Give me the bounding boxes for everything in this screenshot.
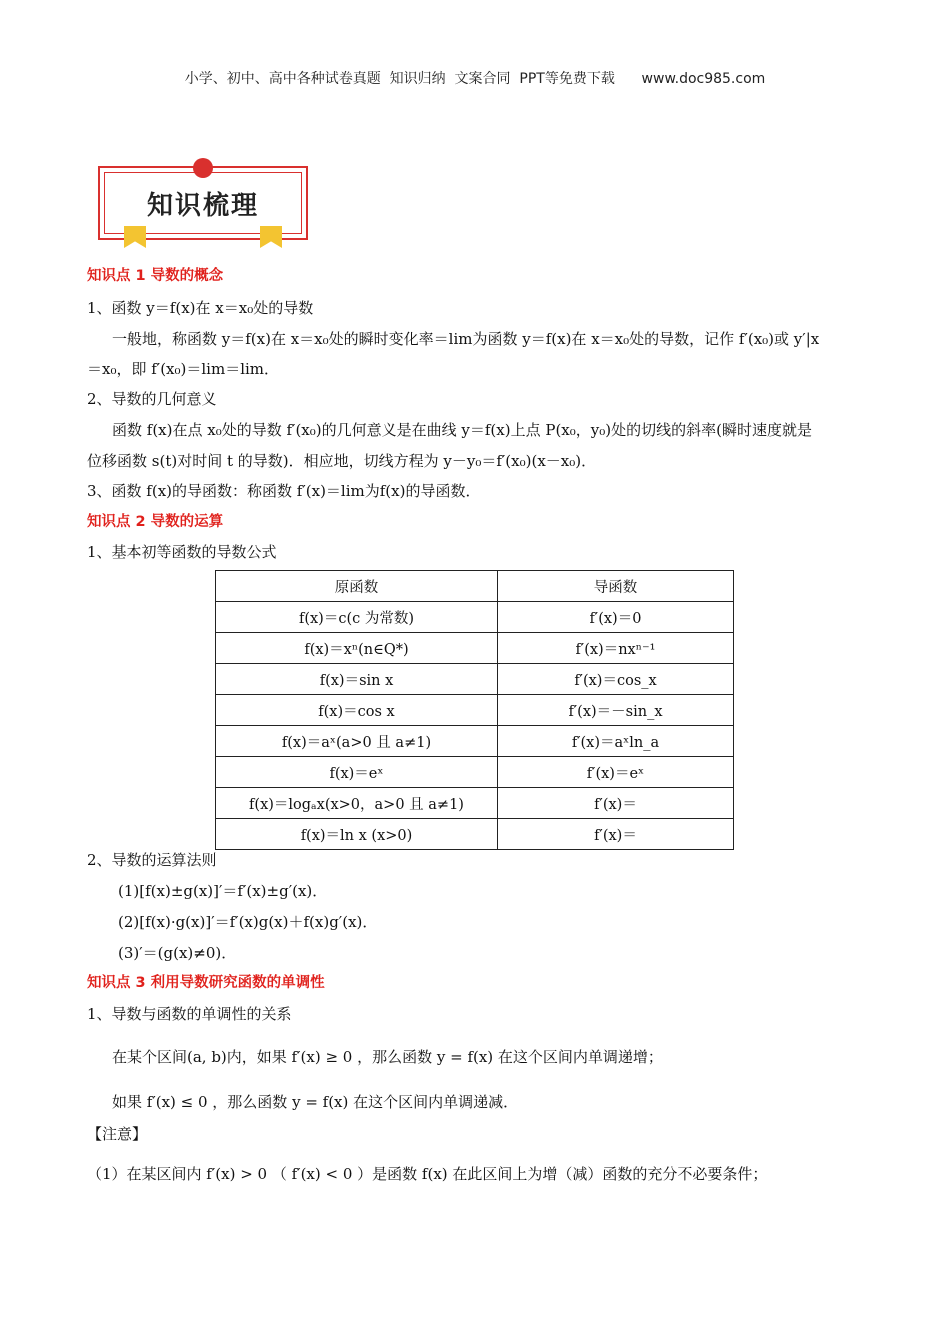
table-cell: f′(x)＝aˣln_a — [498, 726, 734, 757]
table-cell: f(x)＝xⁿ(n∈Q*) — [216, 633, 498, 664]
line-4: 2、导数的几何意义 — [87, 390, 217, 408]
table-row — [216, 726, 734, 757]
table-row — [216, 602, 734, 633]
line-17: （1）在某区间内 f′(x) > 0 （ f′(x) < 0 ）是函数 f(x) 在此区间上为增（减）函数的充分不必要条件； — [87, 1165, 768, 1183]
table-row — [216, 695, 734, 726]
line-13: 1、导数与函数的单调性的关系 — [87, 1005, 292, 1023]
table-header-cell: 原函数 — [216, 571, 498, 602]
badge-pin-icon — [193, 158, 213, 178]
line-11: (2)[f(x)·g(x)]′＝f′(x)g(x)＋f(x)g′(x)． — [118, 913, 378, 931]
line-1: 1、函数 y＝f(x)在 x＝x₀处的导数 — [87, 299, 314, 317]
line-6: 位移函数 s(t)对时间 t 的导数)．相应地，切线方程为 y－y₀＝f′(x₀)(x－x₀)． — [87, 452, 597, 470]
table-cell: f′(x)＝ — [498, 788, 734, 819]
table-cell: f(x)＝sin x — [216, 664, 498, 695]
line-12: (3)′＝(g(x)≠0)． — [118, 944, 237, 962]
table-cell: f(x)＝eˣ — [216, 757, 498, 788]
line-8: 1、基本初等函数的导数公式 — [87, 543, 277, 561]
section-badge — [98, 158, 310, 250]
table-row — [216, 819, 734, 850]
line-10: (1)[f(x)±g(x)]′＝f′(x)±g′(x)． — [118, 882, 328, 900]
table-cell: f(x)＝ln x (x>0) — [216, 819, 498, 850]
table-cell: f′(x)＝－sin_x — [498, 695, 734, 726]
header-text: 小学、初中、高中各种试卷真题 知识归纳 文案合同 PPT等免费下载 — [184, 71, 615, 87]
line-15: 如果 f′(x) ≤ 0 ，那么函数 y = f(x) 在这个区间内单调递减． — [112, 1093, 519, 1111]
line-5: 函数 f(x)在点 x₀处的导数 f′(x₀)的几何意义是在曲线 y＝f(x)上点 P(x₀，y₀)处的切线的斜率(瞬时速度就是 — [112, 421, 812, 439]
line-2: 一般地，称函数 y＝f(x)在 x＝x₀处的瞬时变化率＝lim为函数 y＝f(x)在 x＝x₀处的导数，记作 f′(x₀)或 y′|x — [112, 330, 820, 348]
line-14: 在某个区间(a, b)内，如果 f′(x) ≥ 0 ，那么函数 y = f(x) 在这个区间内单调递增； — [112, 1048, 663, 1066]
badge-title: 知识梳理 — [104, 172, 302, 234]
section-heading-3: 知识点 3 利用导数研究函数的单调性 — [87, 975, 325, 991]
ribbon-right-icon — [260, 226, 282, 248]
header-site: www.doc985.com — [641, 71, 766, 87]
table-row — [216, 757, 734, 788]
table-row — [216, 633, 734, 664]
derivative-table — [215, 570, 734, 850]
table-cell: f′(x)＝ — [498, 819, 734, 850]
table-cell: f′(x)＝cos_x — [498, 664, 734, 695]
line-7: 3、函数 f(x)的导函数：称函数 f′(x)＝lim为f(x)的导函数． — [87, 482, 481, 500]
table-cell: f(x)＝aˣ(a>0 且 a≠1) — [216, 726, 498, 757]
table-row — [216, 664, 734, 695]
table-cell: f(x)＝logₐx(x>0，a>0 且 a≠1) — [216, 788, 498, 819]
table-header-row — [216, 571, 734, 602]
table-cell: f(x)＝c(c 为常数) — [216, 602, 498, 633]
line-16: 【注意】 — [87, 1125, 148, 1143]
page-header — [0, 68, 950, 88]
table-cell: f(x)＝cos x — [216, 695, 498, 726]
table-cell: f′(x)＝nxⁿ⁻¹ — [498, 633, 734, 664]
line-3: ＝x₀，即 f′(x₀)＝lim＝lim． — [87, 360, 280, 378]
line-9: 2、导数的运算法则 — [87, 851, 217, 869]
section-heading-2: 知识点 2 导数的运算 — [87, 514, 224, 530]
table-header-cell: 导函数 — [498, 571, 734, 602]
table-cell: f′(x)＝eˣ — [498, 757, 734, 788]
table-row — [216, 788, 734, 819]
table-cell: f′(x)＝0 — [498, 602, 734, 633]
ribbon-left-icon — [124, 226, 146, 248]
section-heading-1: 知识点 1 导数的概念 — [87, 268, 224, 284]
